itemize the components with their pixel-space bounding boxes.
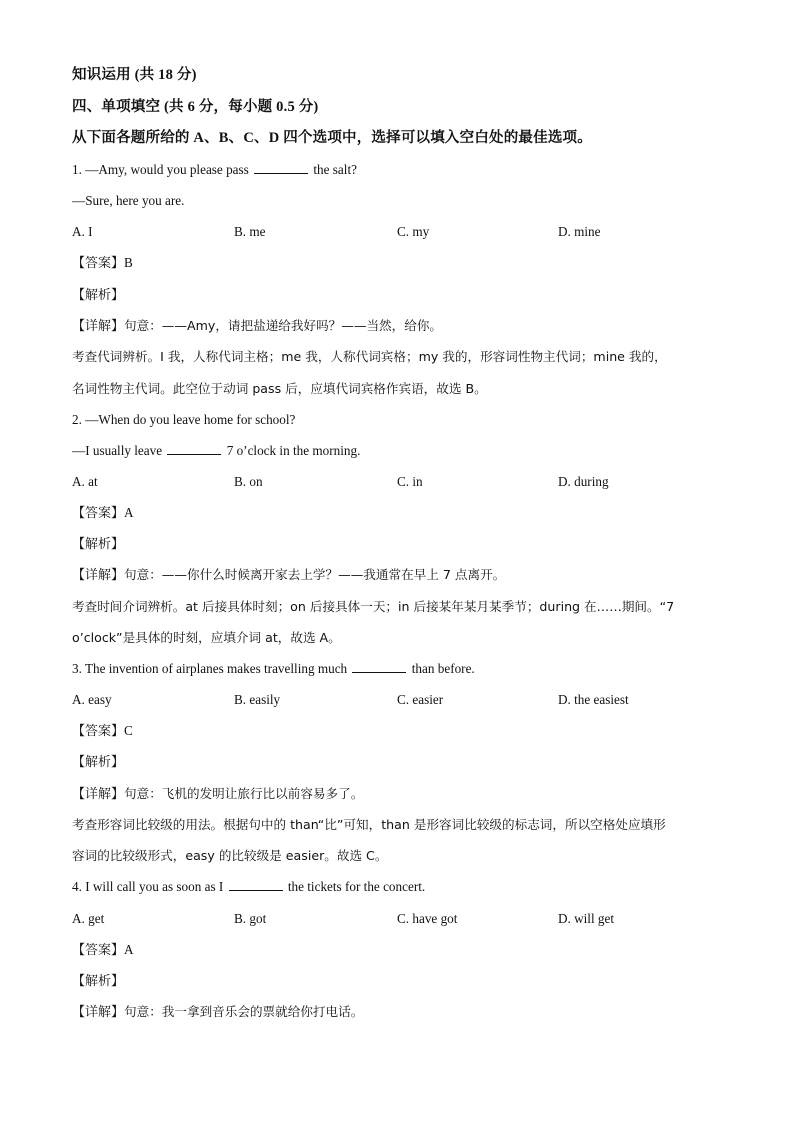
question-2-option-a: A. at xyxy=(72,474,98,489)
answer-label: 【答案】 xyxy=(72,724,125,739)
question-4-stem-after: the tickets for the concert. xyxy=(287,879,426,894)
section-instruction: 从下面各题所给的 A、B、C、D 四个选项中，选择可以填入空白处的最佳选项。 xyxy=(72,130,592,146)
question-3-answer xyxy=(72,722,133,741)
question-4-stem-before: 4. I will call you as soon as I xyxy=(72,879,224,894)
question-3-option-d: D. the easiest xyxy=(558,692,629,707)
question-1-detail-text: 句意：——Amy，请把盐递给我好吗？——当然，给你。 xyxy=(124,318,443,333)
question-2-reply-before: —I usually leave xyxy=(72,443,163,458)
analysis-label: 【解析】 xyxy=(72,537,125,552)
question-1-explain-1: 考查代词辨析。I 我，人称代词主格；me 我，人称代词宾格；my 我的，形容词性物主代词；mine 我的， xyxy=(72,349,667,364)
analysis-label: 【解析】 xyxy=(72,755,125,770)
question-4-detail xyxy=(72,1003,363,1022)
question-1-blank xyxy=(254,161,308,174)
question-3-option-a: A. easy xyxy=(72,692,112,707)
analysis-label: 【解析】 xyxy=(72,974,125,989)
question-2-detail-text: 句意：——你什么时候离开家去上学？——我通常在早上 7 点离开。 xyxy=(124,567,506,582)
question-4-option-a: A. get xyxy=(72,911,105,926)
question-4-option-c: C. have got xyxy=(397,911,458,926)
detail-label: 【详解】 xyxy=(72,568,125,583)
question-4-answer xyxy=(72,941,134,960)
question-3-stem xyxy=(72,660,475,678)
question-1-stem-after: the salt? xyxy=(313,162,357,177)
detail-label: 【详解】 xyxy=(72,319,125,334)
section-title: 知识运用 (共 18 分) xyxy=(72,67,197,83)
question-1-stem-before: 1. —Amy, would you please pass xyxy=(72,162,249,177)
question-3-explain-2: 容词的比较级形式，easy 的比较级是 easier。故选 C。 xyxy=(72,848,388,863)
question-1-answer xyxy=(72,254,133,273)
question-3-stem-after: than before. xyxy=(411,661,475,676)
answer-label: 【答案】 xyxy=(72,256,125,271)
question-2-answer xyxy=(72,504,134,523)
question-2-answer-value: A xyxy=(124,505,134,520)
question-1-option-b: B. me xyxy=(234,224,266,239)
question-1-explain-2: 名词性物主代词。此空位于动词 pass 后，应填代词宾格作宾语，故选 B。 xyxy=(72,381,487,396)
question-2-option-c: C. in xyxy=(397,474,423,489)
question-3-detail xyxy=(72,785,363,804)
question-2-blank xyxy=(167,442,221,455)
question-2-analysis-label xyxy=(72,535,124,554)
detail-label: 【详解】 xyxy=(72,787,125,802)
question-2-option-b: B. on xyxy=(234,474,263,489)
question-1-option-c: C. my xyxy=(397,224,430,239)
question-4-blank xyxy=(229,878,283,891)
answer-label: 【答案】 xyxy=(72,943,125,958)
question-1-option-a: A. I xyxy=(72,224,93,239)
question-4-answer-value: A xyxy=(124,942,134,957)
question-1-stem xyxy=(72,161,357,179)
question-3-blank xyxy=(352,660,406,673)
answer-label: 【答案】 xyxy=(72,506,125,521)
section-subtitle: 四、单项填空 (共 6 分，每小题 0.5 分) xyxy=(72,99,319,115)
question-3-stem-before: 3. The invention of airplanes makes travelling much xyxy=(72,661,348,676)
question-2-option-d: D. during xyxy=(558,474,609,489)
question-4-stem xyxy=(72,878,425,896)
question-3-detail-text: 句意：飞机的发明让旅行比以前容易多了。 xyxy=(124,786,364,801)
question-4-analysis-label xyxy=(72,972,124,991)
question-2-detail xyxy=(72,566,505,585)
question-3-analysis-label xyxy=(72,753,124,772)
question-1-option-d: D. mine xyxy=(558,224,601,239)
question-2-explain-2: o’clock”是具体的时刻，应填介词 at，故选 A。 xyxy=(72,630,341,645)
question-1-detail xyxy=(72,317,442,336)
question-4-option-d: D. will get xyxy=(558,911,615,926)
question-2-stem: 2. —When do you leave home for school? xyxy=(72,412,296,427)
question-1-answer-value: B xyxy=(124,255,133,270)
detail-label: 【详解】 xyxy=(72,1005,125,1020)
question-3-explain-1: 考查形容词比较级的用法。根据句中的 than“比”可知，than 是形容词比较级的标志词，所以空格处应填形 xyxy=(72,817,666,832)
question-2-reply xyxy=(72,442,360,460)
question-1-reply: —Sure, here you are. xyxy=(72,193,185,208)
question-2-explain-1: 考查时间介词辨析。at 后接具体时刻；on 后接具体一天；in 后接某年某月某季节；during 在……期间。“7 xyxy=(72,599,675,614)
question-1-analysis-label xyxy=(72,286,124,305)
question-4-detail-text: 句意：我一拿到音乐会的票就给你打电话。 xyxy=(124,1004,364,1019)
analysis-label: 【解析】 xyxy=(72,288,125,303)
question-3-option-b: B. easily xyxy=(234,692,281,707)
question-2-reply-after: 7 o’clock in the morning. xyxy=(226,443,361,458)
question-3-option-c: C. easier xyxy=(397,692,444,707)
question-3-answer-value: C xyxy=(124,723,133,738)
question-4-option-b: B. got xyxy=(234,911,267,926)
